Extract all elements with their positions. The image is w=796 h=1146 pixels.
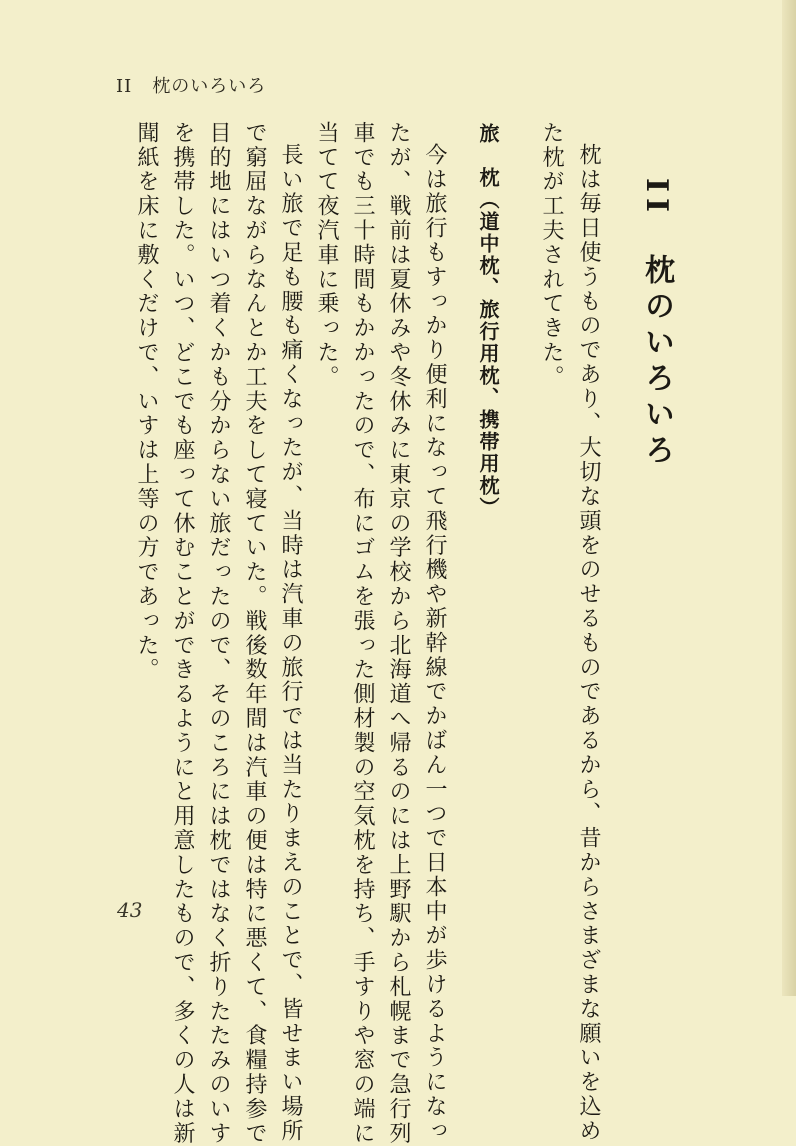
intro-line-2: た枕が工夫されてきた。: [539, 121, 564, 390]
running-head: [116, 72, 266, 98]
intro-line-1: 枕は毎日使うものであり、大切な頭をのせるものであるから、昔からさまざまな願いを込め: [576, 143, 601, 1144]
page-number: 43: [117, 898, 143, 922]
running-head-chapter: II: [116, 76, 133, 97]
body-line-6: で窮屈ながらなんとか工夫をして寝ていた。戦後数年間は汽車の便は特に悪くて、食糧持参で: [242, 121, 267, 1146]
body-line-8: を携帯した。いつ、どこでも座って休むことができるようにと用意したもので、多くの人は新: [170, 121, 195, 1146]
body-line-1: 今は旅行もすっかり便利になって飛行機や新幹線でかばん一つで日本中が歩けるようになっ: [422, 143, 447, 1144]
body-line-7: 目的地にはいつ着くかも分からない旅だったので、そのころには枕ではなく折りたたみのいす: [206, 121, 231, 1146]
chapter-heading: II 枕のいろいろ: [639, 178, 674, 471]
page-edge: [782, 0, 796, 996]
body-line-9: 聞紙を床に敷くだけで、いすは上等の方であった。: [134, 121, 159, 683]
body-line-2: たが、戦前は夏休みや冬休みに東京の学校から北海道へ帰るのには上野駅から札幌まで急行列: [386, 121, 411, 1146]
body-line-4: 当てて夜汽車に乗った。: [314, 121, 339, 390]
running-head-title: 枕のいろいろ: [152, 76, 267, 97]
section-heading: 旅 枕（道中枕、旅行用枕、携帯用枕）: [476, 123, 500, 519]
body-line-3: 車でも三十時間もかかったので、布にゴムを張った側材製の空気枕を持ち、手すりや窓の端に: [350, 121, 375, 1146]
body-line-5: 長い旅で足も腰も痛くなったが、当時は汽車の旅行では当たりまえのことで、皆せまい場所: [278, 143, 303, 1144]
